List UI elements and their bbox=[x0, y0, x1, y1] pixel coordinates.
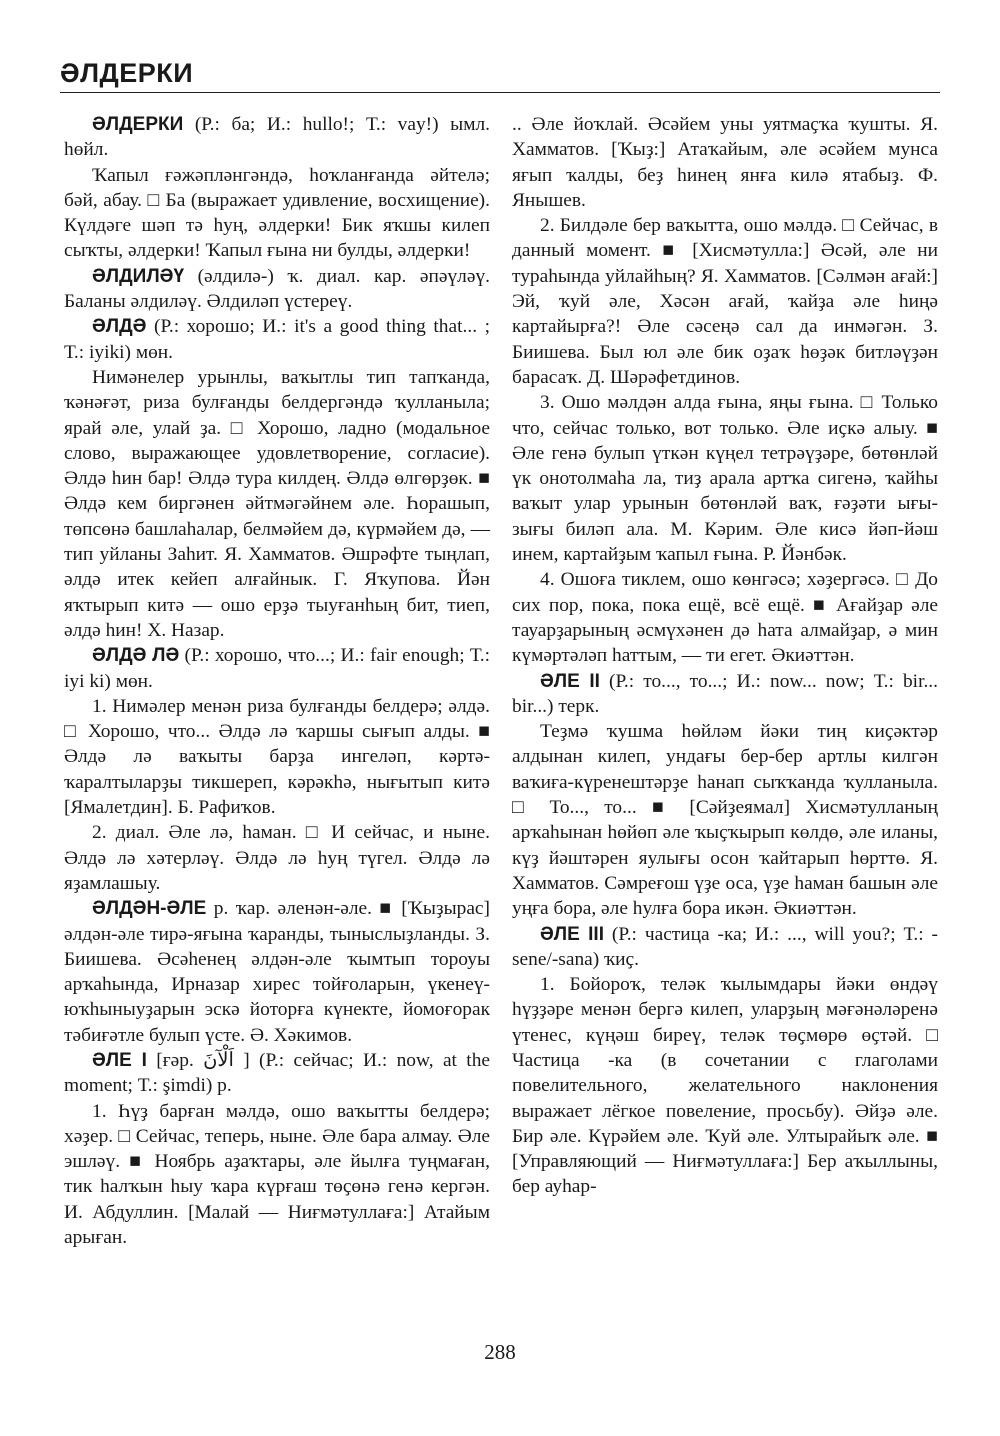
headword: ӘЛДӘ ЛӘ bbox=[92, 645, 180, 667]
headword: ӘЛДӘ bbox=[92, 316, 147, 338]
left-column bbox=[64, 112, 490, 1250]
dictionary-entry bbox=[64, 112, 490, 163]
headword: ӘЛДӘН-ӘЛЕ bbox=[92, 898, 207, 920]
header-rule bbox=[60, 92, 940, 93]
dictionary-entry bbox=[64, 314, 490, 365]
definition-paragraph: 2. диал. Әле лә, һаман. □ И сейчас, и ныне. Әлдә лә хәтерләү. Әлдә лә һуң түгел. Әлдә лә яҙамлашыу. bbox=[64, 822, 490, 894]
continued-paragraph: .. Әле йоҡлай. Әсәйем уны уятмаҫҡа ҡушты. Я. Хамматов. [Ҡыҙ:] Атаҡайым, әле әсәйем мунса яғып ҡалды, беҙ һинең янға килә ятабыҙ. Ф. Янышев. bbox=[512, 114, 938, 211]
dictionary-entry bbox=[512, 669, 938, 720]
definition-paragraph: 1. Бойороҡ, теләк ҡылымдары йәки өндәү һүҙҙәре менән бергә килеп, уларҙың мәғәнәләренә үтенес, күңәш биреү, теләк төҫмөрө өҫтәй. □ Частица -ка (в сочетании с глаголами повелительного, желательного наклонения выражает лёгкое повеление, просьбу). Әйҙә әле. Бир әле. Күрәйем әле. Ҡуй әле. Ултырайыҡ әле. ■ [Управляющий — Ниғмәтуллаға:] Бер аҡыллыны, бер ауһар- bbox=[512, 974, 938, 1198]
definition-paragraph: 3. Ошо мәлдән алда ғына, яңы ғына. □ Только что, сейчас только, вот только. Әле иҫкә алыу. ■ Әле генә булып үткән күңел тетрәүҙәре, бөтөнләй үк онотолмаһа ла, тиҙ арала артҡа сигенә, ҡайһы ваҡыт улар урынын бөтөнләй ваҡ, ғәҙәти ығы-зығы биләп ала. М. Кәрим. Әле кисә йәп-йәш инем, картайҙым ҡапыл ғына. Р. Йәнбәк. bbox=[512, 392, 938, 566]
definition-paragraph: 1. Һүҙ барған мәлдә, ошо ваҡытты белдерә; хәҙер. □ Сейчас, теперь, ныне. Әле бара алмау. Әле эшләү. ■ Ноябрь аҙаҡтары, әле йылға туңмаған, тик һалҡын һыу ҡара күрғаш төҫөнә генә кергән. И. Абдуллин. [Малай — Ниғмәтуллаға:] Атайым арыған. bbox=[64, 1100, 490, 1249]
headword: ӘЛЕ I bbox=[92, 1049, 147, 1071]
entry-text: р. ҡар. әленән-әле. ■ [Ҡыҙырас] әлдән-әле тирә-яғына ҡаранды, тыныслыҙланды. З. Биишева. Әсәһенең әлдән-әле ҡымтып тороуы арҡаһында, Ирназар хирес тойғоларын, үкенеү-юҡһыныуҙарын эскә йоторға күнекте, йомоғорак тәбиғәтле булып үсте. Ә. Хәкимов. bbox=[64, 898, 490, 1046]
entry-text: (Р.: то..., то...; И.: now... now; Т.: bir... bir...) терк. bbox=[512, 670, 938, 717]
page-number: 288 bbox=[484, 1340, 516, 1364]
dictionary-entry bbox=[64, 896, 490, 1048]
headword: ӘЛДЕРКИ bbox=[92, 114, 184, 135]
entry-text: (әлдилә-) ҡ. диал. кар. әпәүләү. Баланы әлдиләү. Әлдиләп үстереү. bbox=[64, 265, 490, 313]
definition-paragraph: 2. Билдәле бер ваҡытта, ошо мәлдә. □ Сейчас, в данный момент. ■ [Хисмәтулла:] Әсәй, әле ни тураһында уйлайһың? Я. Хамматов. [Сәлмән ағай:] Эй, ҡуй әле, Хәсән ағай, ҡайҙа әле һиңә картайырға?! Әле сәсеңә сал да инмәгән. З. Биишева. Был юл әле бик оҙаҡ һөҙәк битләүҙән барасаҡ. Д. Шәрәфетдинов. bbox=[512, 215, 938, 388]
entry-text: (Р.: ба; И.: hullo!; Т.: vay!) ымл. һөйл. bbox=[64, 114, 490, 161]
headword: ӘЛЕ III bbox=[540, 923, 604, 945]
entry-text: (Р.: хорошо; И.: it's a good thing that... ; Т.: iyiki) мөн. bbox=[64, 316, 490, 363]
entry-text: (Р.: частица -ка; И.: ..., will you?; Т.: -sene/-sana) ҡиҫ. bbox=[512, 923, 939, 970]
right-column bbox=[512, 112, 938, 1200]
running-head: ӘЛДЕРКИ bbox=[60, 58, 194, 88]
definition-paragraph: Теҙмә ҡушма һөйләм йәки тиң киҫәктәр алдынан килеп, ундағы бер-бер артлы килгән ваҡиға-күренештәрҙе һанап сыҡҡанда ҡулланыла. □ То..., то... ■ [Сәйҙеямал] Хисмәтулланың арҡаһынан һөйөп әле ҡыҫҡырып көлдө, әле иланы, күҙ йәштәрен яулығы осон ҡайтарып һөрттө. Я. Хамматов. Сәмреғош үҙе оса, үҙе һаман башын әле уңға бора, әле һулға бора икән. Әкиәттән. bbox=[512, 721, 938, 920]
definition-paragraph: Нимәнелер урынлы, ваҡытлы тип тапҡанда, ҡәнәғәт, риза булғанды белдергәндә ҡулланыла; ярай әле, улай ҙа. □ Хорошо, ладно (модальное слово, выражающее удовлетворение, согласие). Әлдә һин бар! Әлдә тура килдең. Әлдә өлгөрҙөк. ■ Әлдә кем биргәнен әйтмәгәйнем әле. Һорашып, төпсөнә башлаһалар, белмәйем дә, күрмәйем дә, — тип уйланы Заһит. Я. Хамматов. Әшрәфте тыңлап, әлдә итек кейеп алғайнык. Г. Яҡупова. Йән яҡтырып китә — ошо ерҙә тыуғанһың бит, тиеп, әлдә һин! Х. Назар. bbox=[64, 366, 490, 641]
dictionary-entry bbox=[512, 922, 938, 973]
dictionary-entry bbox=[64, 1048, 490, 1099]
definition-paragraph: 4. Ошоға тиклем, ошо көнгәсә; хәҙергәсә. □ До сих пор, пока, пока ещё, всё ещё. ■ Ағайҙар әле тауарҙарының әсмүхәнен дә һата алмайҙар, ә мин күмәртәләп һаттым, — ти егет. Әкиәттән. bbox=[512, 569, 938, 667]
dictionary-entry bbox=[64, 264, 490, 315]
dictionary-entry bbox=[64, 643, 490, 694]
entry-text: (Р.: хорошо, что...; И.: fair enough; Т.: iyi ki) мөн. bbox=[64, 645, 490, 692]
entry-text: [ғәр. اَلْآنَ ] (Р.: сейчас; И.: now, at the moment; Т.: şimdi) р. bbox=[64, 1049, 490, 1097]
definition-paragraph: Ҡапыл ғәжәпләнгәндә, һоҡланғанда әйтелә; бәй, абау. □ Ба (выражает удивление, восхищение). Күлдәге шәп тә һуң, әлдерки! Бик яҡшы килеп сыҡты, әлдерки! Ҡапыл ғына ни булды, әлдерки! bbox=[64, 164, 490, 262]
headword: ӘЛДИЛӘҮ bbox=[92, 265, 185, 287]
headword: ӘЛЕ II bbox=[540, 670, 600, 692]
definition-paragraph: 1. Нимәлер менән риза булғанды белдерә; әлдә. □ Хорошо, что... Әлдә лә ҡаршы сығып алды. ■ Әлдә лә ваҡыты барҙа ингеләп, кәртә-ҡаралтыларҙы тикшереп, кәрәкһә, нығытып китә [Ямалетдин]. Б. Рафиҡов. bbox=[64, 695, 490, 819]
